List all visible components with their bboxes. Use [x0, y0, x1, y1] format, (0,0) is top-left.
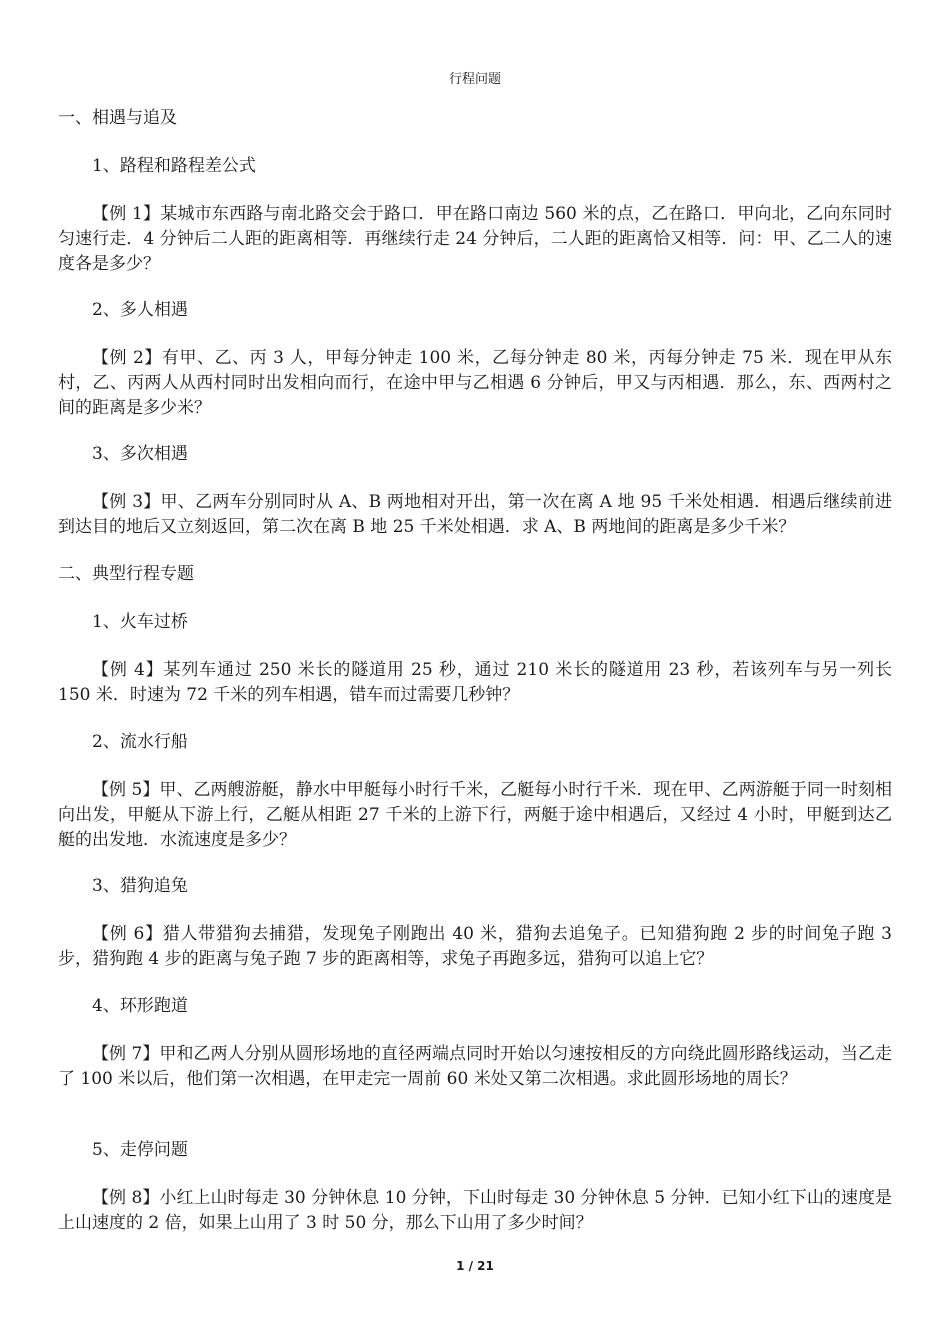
subsection-heading: 2、多人相遇 [92, 300, 188, 320]
subsection-heading: 2、流水行船 [92, 732, 188, 752]
subsection-heading: 3、多次相遇 [92, 444, 188, 464]
example-4-paragraph: 【例 4】某列车通过 250 米长的隧道用 25 秒，通过 210 米长的隧道用 23 秒，若该列车与另一列长 150 米．时速为 72 千米的列车相遇，错车而过需要几秒钟？ [58, 660, 892, 705]
section-heading-1: 一、相遇与追及 [58, 108, 177, 128]
subsection-heading: 5、走停问题 [92, 1140, 188, 1160]
page-header-title: 行程问题 [448, 72, 501, 87]
example-7-paragraph: 【例 7】甲和乙两人分别从圆形场地的直径两端点同时开始以匀速按相反的方向绕此圆形路线运动，当乙走了 100 米以后，他们第一次相遇，在甲走完一周前 60 米处又第二次相遇。求此圆形场地的周长？ [58, 1044, 892, 1089]
example-8-paragraph: 【例 8】小红上山时每走 30 分钟休息 10 分钟，下山时每走 30 分钟休息 5 分钟．已知小红下山的速度是上山速度的 2 倍，如果上山用了 3 时 50 分，那么下山用了多少时间？ [58, 1188, 892, 1233]
example-1-paragraph: 【例 1】某城市东西路与南北路交会于路口．甲在路口南边 560 米的点，乙在路口．甲向北，乙向东同时匀速行走．4 分钟后二人距的距离相等．再继续行走 24 分钟后，二人距的距离恰又相等．问：甲、乙二人的速度各是多少？ [58, 204, 892, 274]
example-6-paragraph: 【例 6】猎人带猎狗去捕猎，发现兔子刚跑出 40 米，猎狗去追兔子。已知猎狗跑 2 步的时间兔子跑 3 步，猎狗跑 4 步的距离与兔子跑 7 步的距离相等，求兔子再跑多远，猎狗可以追上它？ [58, 924, 892, 969]
example-2-paragraph: 【例 2】有甲、乙、丙 3 人，甲每分钟走 100 米，乙每分钟走 80 米，丙每分钟走 75 米．现在甲从东村，乙、丙两人从西村同时出发相向而行，在途中甲与乙相遇 6 分钟后，甲又与丙相遇．那么，东、西两村之间的距离是多少米？ [58, 348, 892, 418]
subsection-heading: 4、环形跑道 [92, 996, 188, 1016]
section-heading-2: 二、典型行程专题 [58, 564, 194, 584]
page-number: 1 / 21 [456, 1259, 494, 1273]
subsection-heading: 1、路程和路程差公式 [92, 156, 256, 176]
example-3-paragraph: 【例 3】甲、乙两车分别同时从 A、B 两地相对开出，第一次在离 A 地 95 千米处相遇．相遇后继续前进到达目的地后又立刻返回，第二次在离 B 地 25 千米处相遇．求 A、B 两地间的距离是多少千米？ [58, 492, 892, 537]
example-5-paragraph: 【例 5】甲、乙两艘游艇，静水中甲艇每小时行千米，乙艇每小时行千米．现在甲、乙两游艇于同一时刻相向出发，甲艇从下游上行，乙艇从相距 27 千米的上游下行，两艇于途中相遇后，又经过 4 小时，甲艇到达乙艇的出发地．水流速度是多少？ [58, 780, 892, 850]
subsection-heading: 1、火车过桥 [92, 612, 188, 632]
subsection-heading: 3、猎狗追兔 [92, 876, 188, 896]
